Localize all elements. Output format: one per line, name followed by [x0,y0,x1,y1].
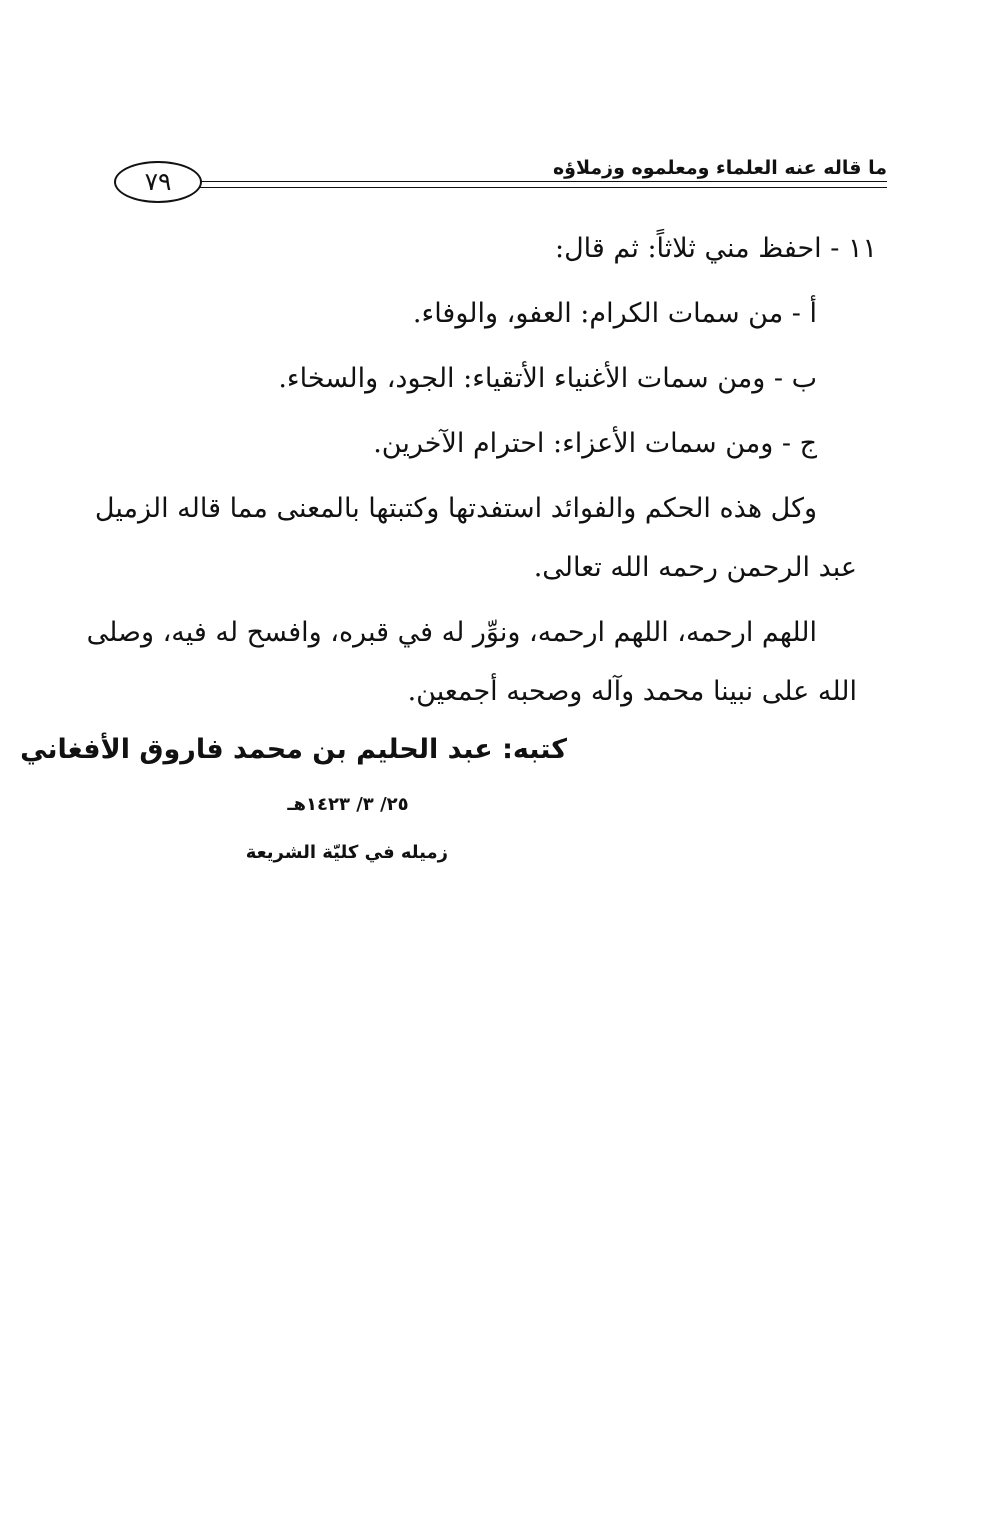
sub-item-b: ب - ومن سمات الأغنياء الأتقياء: الجود، والسخاء. [278,363,817,394]
paragraph-2-line-1: اللهم ارحمه، اللهم ارحمه، ونوِّر له في قبره، وافسح له فيه، وصلى [86,617,817,648]
signature-role: زميله في كليّة الشريعة [245,842,448,863]
header-rule-bottom [195,187,887,188]
list-item-11: ١١ - احفظ مني ثلاثاً: ثم قال: [554,233,877,264]
page-number: ٧٩ [114,161,202,203]
signature-date: ٢٥/ ٣/ ١٤٢٣هـ [287,794,409,815]
sub-item-a: أ - من سمات الكرام: العفو، والوفاء. [412,298,817,329]
paragraph-2-line-2: الله على نبينا محمد وآله وصحبه أجمعين. [407,676,857,707]
running-header-title: ما قاله عنه العلماء ومعلموه وزملاؤه [552,157,887,179]
paragraph-1-line-2: عبد الرحمن رحمه الله تعالى. [533,552,857,583]
sub-item-c: ج - ومن سمات الأعزاء: احترام الآخرين. [373,428,817,459]
signature-author: كتبه: عبد الحليم بن محمد فاروق الأفغاني [20,734,567,765]
paragraph-1-line-1: وكل هذه الحكم والفوائد استفدتها وكتبتها بالمعنى مما قاله الزميل [94,493,817,524]
header-rule-top [195,181,887,182]
